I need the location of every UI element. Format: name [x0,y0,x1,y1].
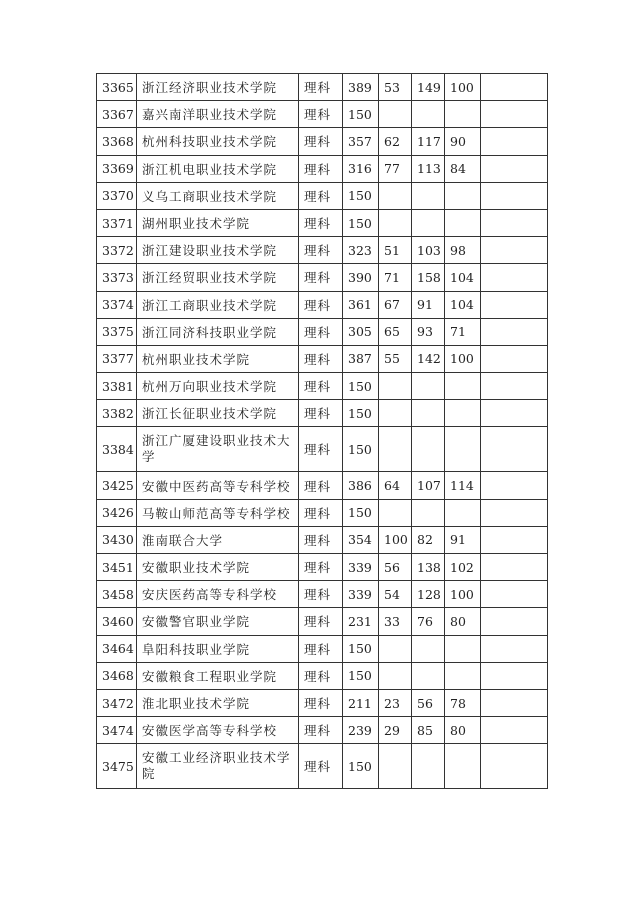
subject-type: 理科 [299,554,343,581]
min-score: 150 [343,744,379,789]
school-name: 安徽粮食工程职业学院 [137,662,299,689]
score-b: 128 [412,581,445,608]
score-b: 56 [412,689,445,716]
blank-cell [481,472,548,499]
school-code: 3460 [97,608,137,635]
school-name: 浙江广厦建设职业技术大学 [137,427,299,472]
score-c: 100 [445,74,481,101]
subject-type: 理科 [299,101,343,128]
blank-cell [481,345,548,372]
score-b [412,101,445,128]
score-c: 98 [445,237,481,264]
subject-type: 理科 [299,74,343,101]
blank-cell [481,581,548,608]
subject-type: 理科 [299,291,343,318]
subject-type: 理科 [299,237,343,264]
score-a [379,209,412,236]
score-a [379,635,412,662]
school-code: 3458 [97,581,137,608]
score-a [379,101,412,128]
table-row [97,717,548,744]
score-b: 149 [412,74,445,101]
min-score: 354 [343,526,379,553]
school-code: 3475 [97,744,137,789]
min-score: 387 [343,345,379,372]
table-row [97,400,548,427]
score-a: 71 [379,264,412,291]
score-c [445,209,481,236]
school-name: 淮北职业技术学院 [137,689,299,716]
score-c: 71 [445,318,481,345]
table-row [97,237,548,264]
min-score: 150 [343,662,379,689]
score-c: 84 [445,155,481,182]
school-code: 3365 [97,74,137,101]
table-row [97,74,548,101]
subject-type: 理科 [299,499,343,526]
score-c: 100 [445,581,481,608]
score-b [412,499,445,526]
table-body [97,74,548,789]
school-code: 3468 [97,662,137,689]
blank-cell [481,717,548,744]
min-score: 390 [343,264,379,291]
table-row [97,318,548,345]
blank-cell [481,554,548,581]
subject-type: 理科 [299,318,343,345]
min-score: 361 [343,291,379,318]
school-name: 义乌工商职业技术学院 [137,182,299,209]
score-b: 103 [412,237,445,264]
score-a: 64 [379,472,412,499]
score-c: 90 [445,128,481,155]
school-code: 3381 [97,373,137,400]
blank-cell [481,101,548,128]
table-row [97,608,548,635]
table-row [97,101,548,128]
table-row [97,427,548,472]
blank-cell [481,237,548,264]
table-row [97,554,548,581]
subject-type: 理科 [299,128,343,155]
min-score: 150 [343,182,379,209]
subject-type: 理科 [299,209,343,236]
school-code: 3377 [97,345,137,372]
school-name: 浙江机电职业技术学院 [137,155,299,182]
blank-cell [481,291,548,318]
blank-cell [481,635,548,662]
school-name: 安徽职业技术学院 [137,554,299,581]
school-name: 浙江长征职业技术学院 [137,400,299,427]
min-score: 150 [343,101,379,128]
table-row [97,635,548,662]
score-a: 67 [379,291,412,318]
score-c: 91 [445,526,481,553]
min-score: 316 [343,155,379,182]
min-score: 389 [343,74,379,101]
score-c [445,373,481,400]
score-c [445,744,481,789]
blank-cell [481,689,548,716]
score-c [445,635,481,662]
subject-type: 理科 [299,373,343,400]
score-b: 113 [412,155,445,182]
min-score: 231 [343,608,379,635]
school-code: 3374 [97,291,137,318]
score-a: 55 [379,345,412,372]
blank-cell [481,128,548,155]
subject-type: 理科 [299,264,343,291]
score-a [379,427,412,472]
table-row [97,499,548,526]
score-a: 100 [379,526,412,553]
score-c [445,101,481,128]
school-code: 3372 [97,237,137,264]
table-row [97,689,548,716]
school-name: 杭州科技职业技术学院 [137,128,299,155]
school-code: 3472 [97,689,137,716]
school-name: 淮南联合大学 [137,526,299,553]
school-name: 阜阳科技职业学院 [137,635,299,662]
score-a [379,400,412,427]
blank-cell [481,182,548,209]
score-a: 65 [379,318,412,345]
score-c: 104 [445,291,481,318]
score-c [445,499,481,526]
score-b: 93 [412,318,445,345]
school-name: 杭州职业技术学院 [137,345,299,372]
subject-type: 理科 [299,635,343,662]
score-c [445,182,481,209]
table-row [97,128,548,155]
blank-cell [481,608,548,635]
subject-type: 理科 [299,155,343,182]
school-code: 3370 [97,182,137,209]
blank-cell [481,526,548,553]
score-a [379,373,412,400]
school-code: 3368 [97,128,137,155]
school-name: 安徽警官职业学院 [137,608,299,635]
subject-type: 理科 [299,744,343,789]
score-a [379,499,412,526]
blank-cell [481,318,548,345]
school-code: 3369 [97,155,137,182]
score-b: 91 [412,291,445,318]
table-row [97,662,548,689]
score-a: 23 [379,689,412,716]
school-code: 3426 [97,499,137,526]
min-score: 339 [343,554,379,581]
score-b: 138 [412,554,445,581]
school-code: 3384 [97,427,137,472]
school-name: 马鞍山师范高等专科学校 [137,499,299,526]
min-score: 150 [343,427,379,472]
score-b [412,400,445,427]
subject-type: 理科 [299,182,343,209]
school-name: 杭州万向职业技术学院 [137,373,299,400]
score-c: 80 [445,717,481,744]
school-code: 3375 [97,318,137,345]
school-name: 浙江同济科技职业学院 [137,318,299,345]
score-a [379,182,412,209]
score-b [412,635,445,662]
blank-cell [481,400,548,427]
score-a: 62 [379,128,412,155]
score-c: 80 [445,608,481,635]
subject-type: 理科 [299,472,343,499]
score-a [379,662,412,689]
score-b [412,209,445,236]
school-name: 浙江工商职业技术学院 [137,291,299,318]
school-code: 3367 [97,101,137,128]
score-c: 100 [445,345,481,372]
table-row [97,182,548,209]
min-score: 150 [343,373,379,400]
table-row [97,155,548,182]
school-name: 嘉兴南洋职业技术学院 [137,101,299,128]
score-b [412,744,445,789]
min-score: 150 [343,499,379,526]
blank-cell [481,427,548,472]
score-a: 53 [379,74,412,101]
school-name: 湖州职业技术学院 [137,209,299,236]
score-b [412,182,445,209]
score-b: 76 [412,608,445,635]
school-name: 安徽医学高等专科学校 [137,717,299,744]
school-code: 3451 [97,554,137,581]
table-row [97,264,548,291]
score-b: 142 [412,345,445,372]
blank-cell [481,744,548,789]
subject-type: 理科 [299,608,343,635]
subject-type: 理科 [299,345,343,372]
min-score: 386 [343,472,379,499]
school-name: 安庆医药高等专科学校 [137,581,299,608]
min-score: 150 [343,635,379,662]
score-c [445,427,481,472]
school-code: 3474 [97,717,137,744]
subject-type: 理科 [299,581,343,608]
score-b: 117 [412,128,445,155]
school-code: 3464 [97,635,137,662]
school-code: 3425 [97,472,137,499]
score-c: 114 [445,472,481,499]
score-b: 85 [412,717,445,744]
score-c: 104 [445,264,481,291]
blank-cell [481,499,548,526]
admission-score-table [96,73,548,789]
min-score: 211 [343,689,379,716]
blank-cell [481,155,548,182]
subject-type: 理科 [299,717,343,744]
table-row [97,744,548,789]
blank-cell [481,264,548,291]
score-a: 51 [379,237,412,264]
school-code: 3373 [97,264,137,291]
score-b: 107 [412,472,445,499]
table-row [97,291,548,318]
score-b: 82 [412,526,445,553]
table-row [97,526,548,553]
table-row [97,345,548,372]
score-c: 78 [445,689,481,716]
table-row [97,209,548,236]
score-a: 77 [379,155,412,182]
score-b: 158 [412,264,445,291]
table-row [97,373,548,400]
score-c: 102 [445,554,481,581]
school-code: 3430 [97,526,137,553]
blank-cell [481,74,548,101]
min-score: 150 [343,209,379,236]
min-score: 305 [343,318,379,345]
score-a: 29 [379,717,412,744]
score-a: 33 [379,608,412,635]
subject-type: 理科 [299,400,343,427]
score-b [412,662,445,689]
school-code: 3382 [97,400,137,427]
subject-type: 理科 [299,689,343,716]
school-code: 3371 [97,209,137,236]
score-a [379,744,412,789]
score-a: 54 [379,581,412,608]
school-name: 浙江建设职业技术学院 [137,237,299,264]
min-score: 239 [343,717,379,744]
school-name: 安徽中医药高等专科学校 [137,472,299,499]
score-b [412,427,445,472]
score-b [412,373,445,400]
score-c [445,400,481,427]
school-name: 浙江经济职业技术学院 [137,74,299,101]
score-a: 56 [379,554,412,581]
subject-type: 理科 [299,662,343,689]
school-name: 浙江经贸职业技术学院 [137,264,299,291]
table-row [97,472,548,499]
blank-cell [481,373,548,400]
min-score: 357 [343,128,379,155]
min-score: 150 [343,400,379,427]
table-row [97,581,548,608]
subject-type: 理科 [299,427,343,472]
school-name: 安徽工业经济职业技术学院 [137,744,299,789]
blank-cell [481,209,548,236]
min-score: 339 [343,581,379,608]
blank-cell [481,662,548,689]
min-score: 323 [343,237,379,264]
score-c [445,662,481,689]
subject-type: 理科 [299,526,343,553]
